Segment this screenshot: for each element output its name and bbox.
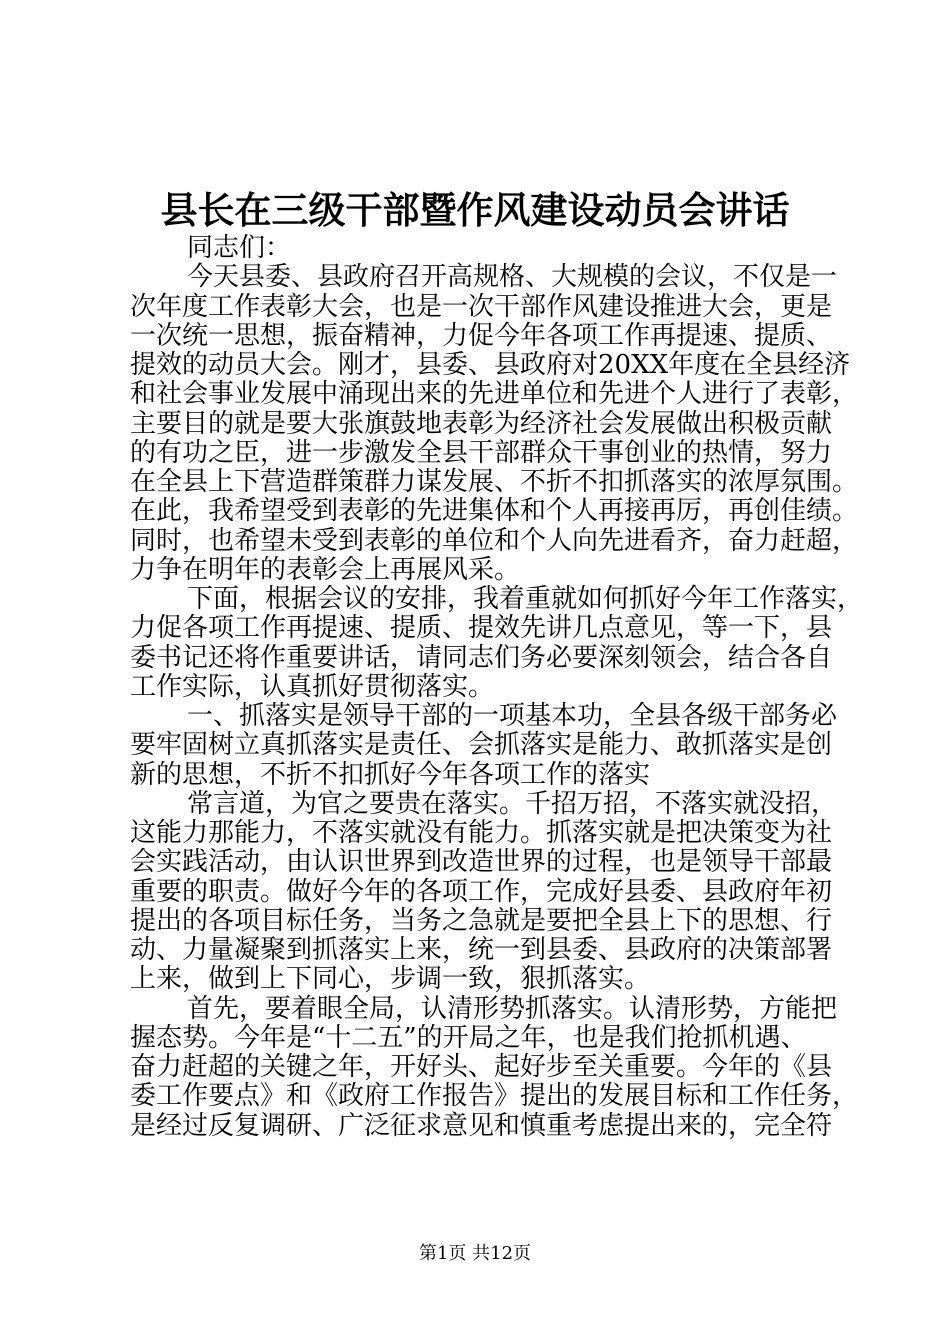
body-text-line: 提效的动员大会。刚才，县委、县政府对20XX年度在全县经济 (130, 350, 851, 380)
body-text-line: 力争在明年的表彰会上再展风采。 (130, 554, 521, 585)
body-text-line: 上来，做到上下同心，步调一致，狠抓落实。 (130, 964, 651, 995)
body-text-line: 动、力量凝聚到抓落实上来，统一到县委、县政府的决策部署 (130, 935, 833, 965)
body-text-line: 首先，要着眼全局，认清形势抓落实。认清形势，方能把 (187, 993, 838, 1024)
body-text-line: 重要的职责。做好今年的各项工作，完成好县委、县政府年初 (130, 876, 833, 907)
body-text-line: 今天县委、县政府召开高规格、大规模的会议，不仅是一 (187, 262, 838, 293)
body-text-line: 委工作要点》和《政府工作报告》提出的发展目标和工作任务， (130, 1081, 859, 1112)
body-text-line: 主要目的就是要大张旗鼓地表彰为经济社会发展做出积极贡献 (130, 408, 833, 439)
body-text-line: 这能力那能力，不落实就没有能力。抓落实就是把决策变为社 (130, 818, 833, 848)
body-text-line: 在此，我希望受到表彰的先进集体和个人再接再厉，再创佳绩。 (130, 496, 859, 527)
body-text-line: 在全县上下营造群策群力谋发展、不折不扣抓落实的浓厚氛围。 (130, 467, 859, 497)
body-text-line: 力促各项工作再提速、提质、提效先讲几点意见，等一下，县 (130, 613, 833, 644)
document-body (130, 233, 864, 1141)
body-text-line: 奋力赶超的关键之年，开好头、起好步至关重要。今年的《县 (130, 1052, 833, 1082)
body-text-line: 会实践活动，由认识世界到改造世界的过程，也是领导干部最 (130, 847, 833, 878)
body-text-line: 握态势。今年是“十二五”的开局之年，也是我们抢抓机遇、 (130, 1022, 807, 1053)
body-text-line: 常言道，为官之要贵在落实。千招万招，不落实就没招， (187, 788, 838, 819)
page-footer: 第1页 共12页 (418, 1243, 532, 1264)
body-text-line: 是经过反复调研、广泛征求意见和慎重考虑提出来的，完全符 (130, 1110, 833, 1141)
body-text-line: 同时，也希望未受到表彰的单位和个人向先进看齐，奋力赶超， (130, 525, 859, 556)
body-text-line: 新的思想，不折不扣抓好今年各项工作的落实 (130, 759, 651, 790)
body-text-line: 一、抓落实是领导干部的一项基本功，全县各级干部务必 (187, 701, 838, 731)
body-text-line: 要牢固树立真抓落实是责任、会抓落实是能力、敢抓落实是创 (130, 730, 833, 761)
body-text-line: 提出的各项目标任务，当务之急就是要把全县上下的思想、行 (130, 905, 833, 936)
body-text-line: 委书记还将作重要讲话，请同志们务必要深刻领会，结合各自 (130, 642, 833, 673)
body-text-line: 一次统一思想，振奋精神，力促今年各项工作再提速、提质、 (130, 320, 833, 351)
body-text-line: 工作实际，认真抓好贯彻落实。 (130, 671, 495, 702)
body-text-line: 和社会事业发展中涌现出来的先进单位和先进个人进行了表彰， (130, 379, 859, 410)
body-text-line: 下面，根据会议的安排，我着重就如何抓好今年工作落实， (187, 584, 864, 614)
body-text-line: 同志们： (187, 233, 292, 263)
body-text-line: 次年度工作表彰大会，也是一次干部作风建设推进大会，更是 (130, 291, 833, 322)
page-title: 县长在三级干部暨作风建设动员会讲话 (160, 188, 790, 232)
body-text-line: 的有功之臣，进一步激发全县干部群众干事创业的热情，努力 (130, 437, 833, 468)
